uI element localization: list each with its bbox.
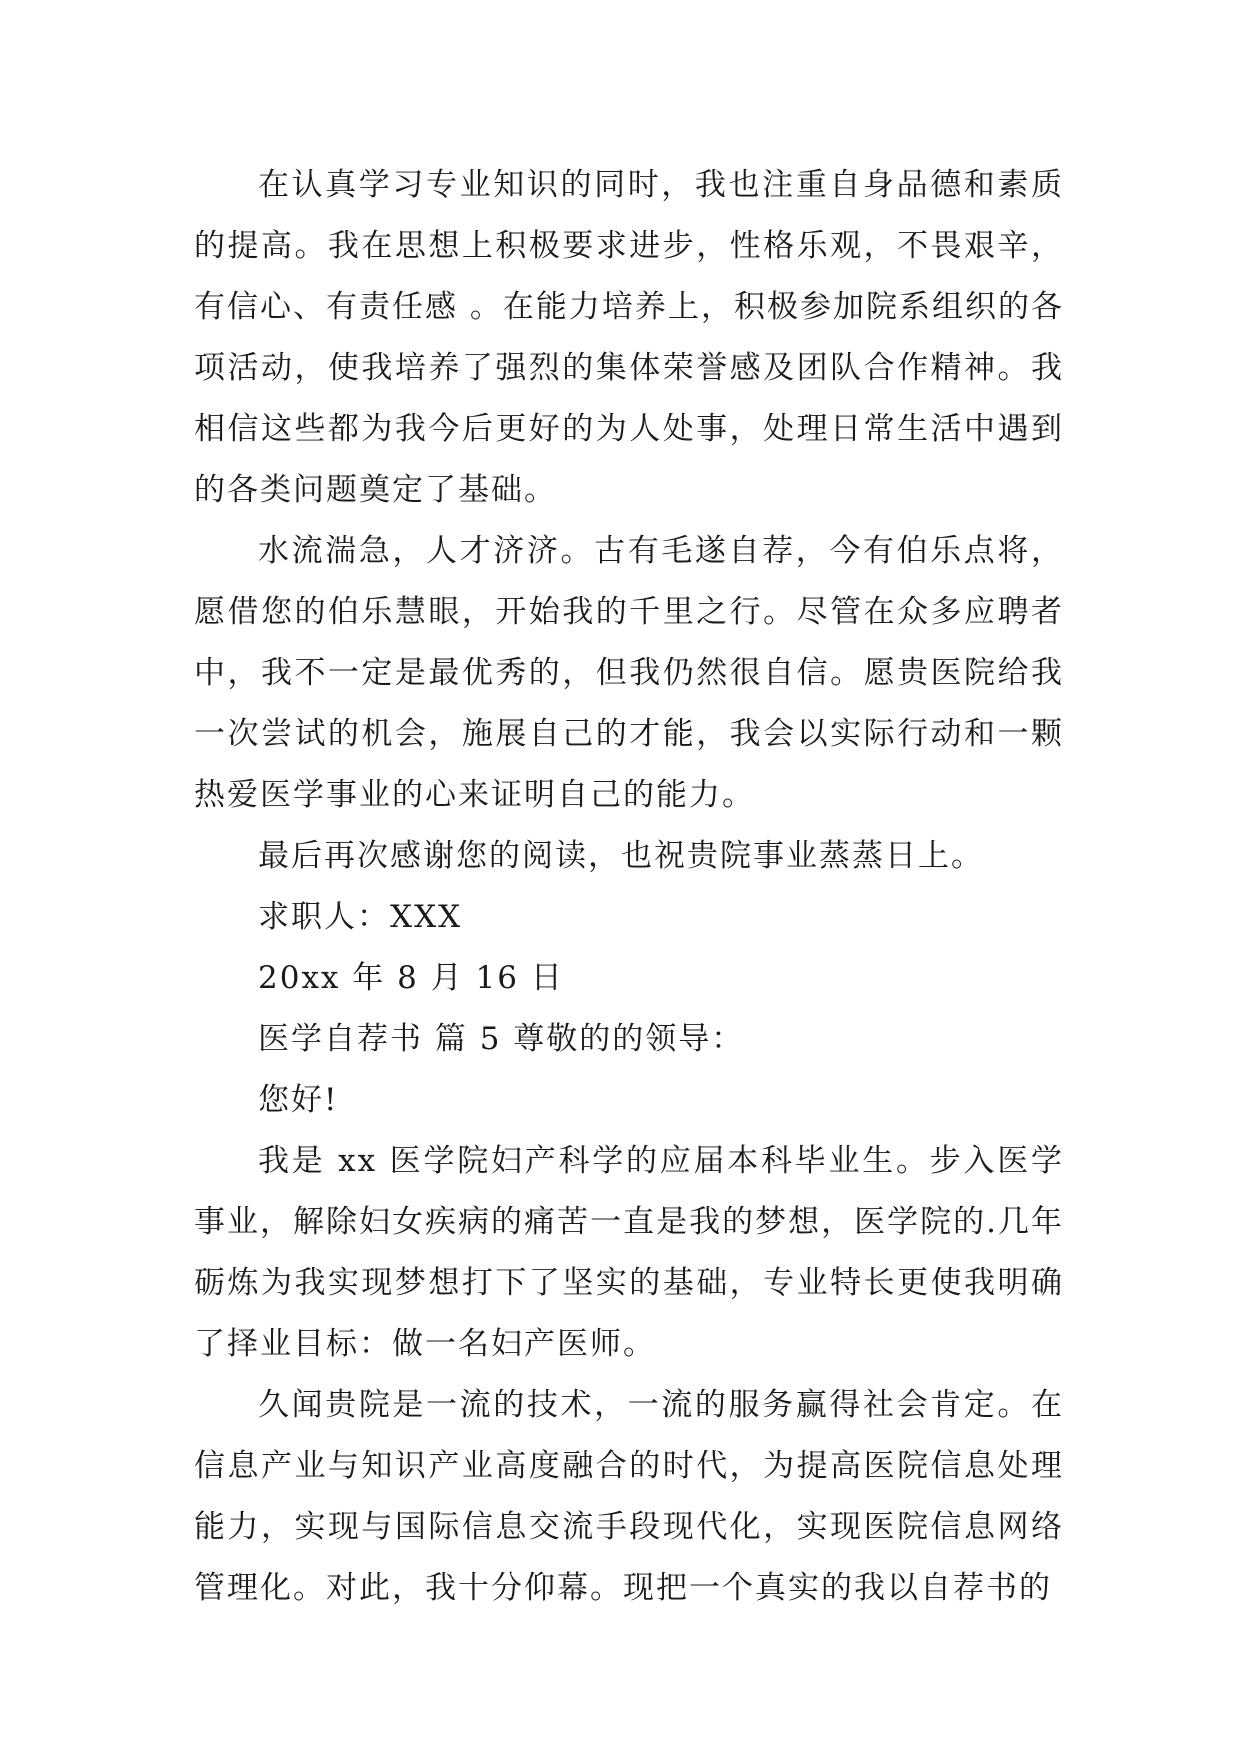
paragraph-hospital: 久闻贵院是一流的技术，一流的服务赢得社会肯定。在信息产业与知识产业高度融合的时代，为提高医院信息处理能力，实现与国际信息交流手段现代化，实现医院信息网络管理化。对此，我十分仰幕。现把一个真实的我以自荐书的 xyxy=(194,1387,1064,1606)
paragraph-character: 在认真学习专业知识的同时，我也注重自身品德和素质的提高。我在思想上积极要求进步，性格乐观，不畏艰辛，有信心、有责任感 。在能力培养上，积极参加院系组织的各项活动，使我培养了强烈的集体荣誉感及团队合作精神。我相信这些都为我今后更好的为人处事，处理日常生活中遇到的各类问题奠定了基础。 xyxy=(194,167,1064,508)
paragraph-thanks: 最后再次感谢您的阅读，也祝贵院事业蒸蒸日上。 xyxy=(258,838,984,874)
greeting-line: 您好! xyxy=(258,1082,339,1118)
signature-line: 求职人：XXX xyxy=(258,899,463,935)
date-line: 20xx 年 8 月 16 日 xyxy=(258,960,564,996)
section-heading: 医学自荐书 篇 5 尊敬的的领导： xyxy=(258,1021,745,1057)
paragraph-self-recommendation: 水流湍急，人才济济。古有毛遂自荐，今有伯乐点将，愿借您的伯乐慧眼，开始我的千里之行。尽管在众多应聘者中，我不一定是最优秀的，但我仍然很自信。愿贵医院给我一次尝试的机会，施展自己的才能，我会以实际行动和一颗热爱医学事业的心来证明自己的能力。 xyxy=(194,533,1064,813)
paragraph-introduction: 我是 xx 医学院妇产科学的应届本科毕业生。步入医学事业，解除妇女疾病的痛苦一直是我的梦想，医学院的.几年砺炼为我实现梦想打下了坚实的基础，专业特长更使我明确了择业目标：做一名妇产医师。 xyxy=(194,1143,1064,1362)
document-body xyxy=(194,155,1064,1619)
